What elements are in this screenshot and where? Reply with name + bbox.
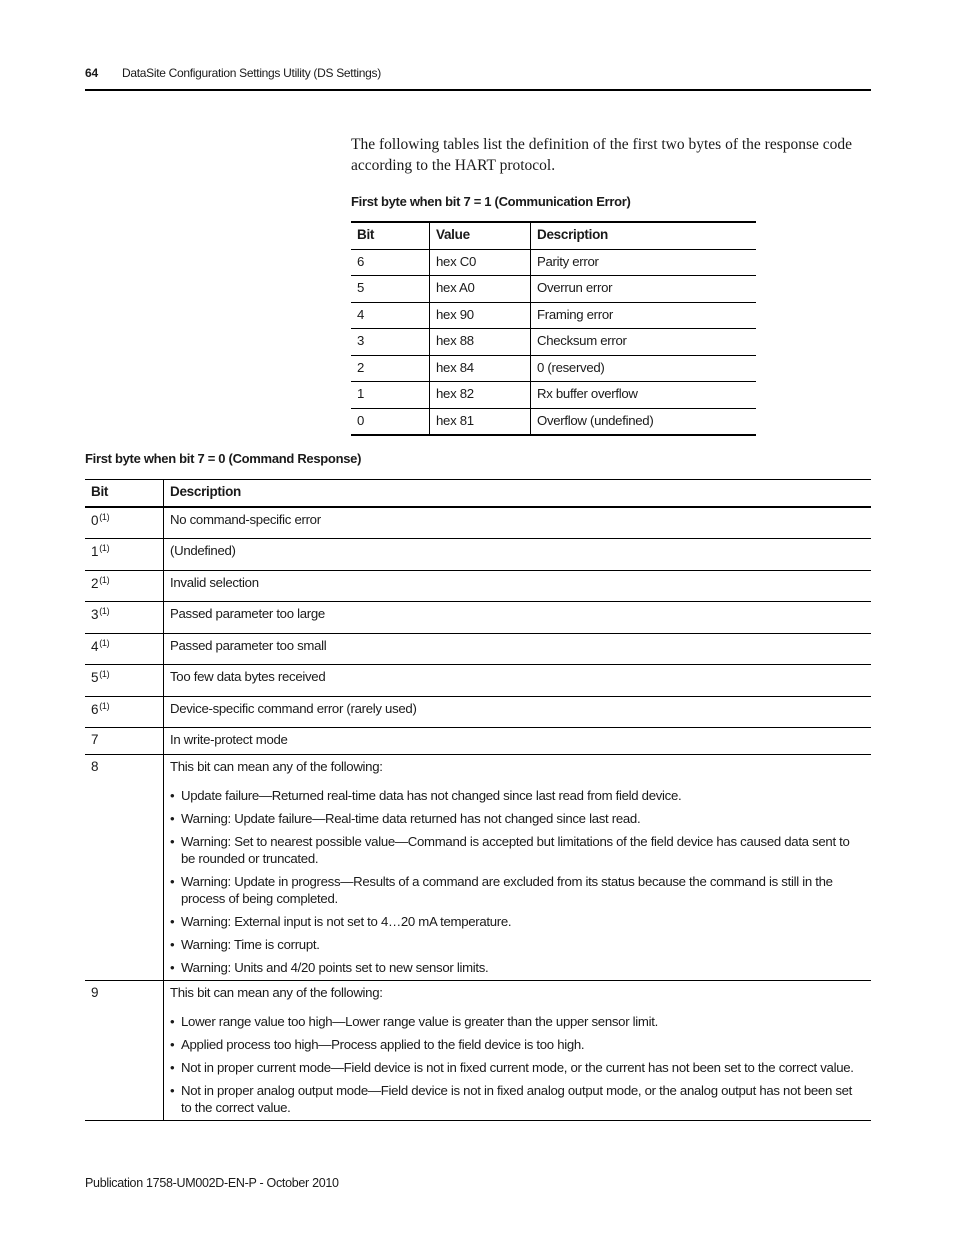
description-cell: Checksum error: [537, 333, 627, 348]
table-row: [351, 302, 756, 329]
bit-cell: 1: [351, 382, 430, 409]
description-cell: 0 (reserved): [537, 359, 605, 375]
list-item: • Not in proper current mode—Field device is not in fixed current mode, or the current has not been set to the correct value.: [170, 1059, 865, 1076]
description-cell: [164, 507, 872, 539]
running-title: DataSite Configuration Settings Utility (DS Settings): [122, 66, 381, 80]
bit-cell: [85, 507, 164, 539]
value-cell: hex 88: [430, 329, 531, 356]
description-text: Device-specific command error (rarely used): [170, 700, 417, 716]
bit-cell: 4: [351, 302, 430, 329]
table-header-row: [85, 480, 871, 507]
bit-cell: [85, 539, 164, 571]
bit-cell: [85, 755, 164, 981]
bullet-list: [170, 1013, 865, 1116]
list-item: • Not in proper analog output mode—Field device is not in fixed analog output mode, or the analog output has not been set to the correct value.: [170, 1082, 865, 1116]
column-header-description: Description: [170, 484, 241, 499]
page-header: [85, 66, 871, 92]
bit-number: 6: [91, 701, 99, 717]
bit-cell: [85, 728, 164, 755]
header-rule: [85, 89, 871, 91]
list-item: • Warning: Units and 4/20 points set to new sensor limits.: [170, 959, 865, 976]
intro-paragraph: The following tables list the definition of the first two bytes of the response code according to the HART protocol.: [351, 136, 853, 174]
footnote-mark: (1): [99, 700, 110, 711]
bit-cell: 3: [351, 329, 430, 356]
list-item: • Applied process too high—Process applied to the field device is too high.: [170, 1036, 865, 1053]
description-cell: [164, 696, 872, 728]
table-row: [85, 755, 871, 981]
table-row: [85, 507, 871, 539]
description-text: No command-specific error: [170, 511, 321, 527]
description-cell: [164, 728, 872, 755]
value-cell: hex A0: [430, 276, 531, 303]
bit-cell: 2: [351, 355, 430, 382]
list-item: • Warning: Time is corrupt.: [170, 936, 865, 953]
footnote-mark: (1): [99, 574, 110, 585]
page-number: 64: [85, 66, 98, 80]
communication-error-table: [351, 221, 756, 436]
value-cell: hex 84: [430, 355, 531, 382]
bit-number: 7: [91, 732, 99, 747]
footnote-mark: (1): [99, 511, 110, 522]
description-cell: [164, 633, 872, 665]
table-row: [85, 602, 871, 634]
bit-number: 5: [91, 670, 99, 685]
bit-number: 0: [91, 512, 99, 528]
value-cell: hex 82: [430, 382, 531, 409]
table-header-row: [351, 222, 756, 249]
description-cell: [164, 570, 872, 602]
table-row: [351, 408, 756, 435]
column-header-bit: Bit: [85, 480, 164, 507]
footnote-mark: (1): [99, 606, 110, 616]
description-text: Too few data bytes received: [170, 669, 326, 684]
table-row: [351, 276, 756, 303]
column-header-bit: Bit: [351, 222, 430, 249]
bit-cell: 0: [351, 408, 430, 435]
bit-number: 1: [91, 544, 99, 559]
bit-number: 2: [91, 575, 99, 591]
bit-cell: [85, 981, 164, 1121]
table-row: [351, 249, 756, 276]
description-cell: Overflow (undefined): [537, 412, 654, 428]
bit-cell: 5: [351, 276, 430, 303]
bit-number: 4: [91, 638, 99, 654]
table-row: [85, 696, 871, 728]
bit-cell: [85, 633, 164, 665]
list-item: • Warning: Set to nearest possible value—Command is accepted but limitations of the field device has caused data sent to be rounded or truncated.: [170, 833, 865, 867]
description-cell: Framing error: [537, 306, 613, 322]
value-cell: hex 90: [430, 302, 531, 329]
table-row: [351, 355, 756, 382]
table2-caption: First byte when bit 7 = 0 (Command Response): [85, 451, 362, 466]
footnote-mark: (1): [99, 543, 110, 553]
description-cell: Rx buffer overflow: [537, 386, 638, 401]
value-cell: hex C0: [430, 249, 531, 276]
description-text: Passed parameter too large: [170, 606, 325, 621]
bit-number: 3: [91, 607, 99, 622]
list-item: • Warning: External input is not set to 4…20 mA temperature.: [170, 913, 865, 930]
command-response-table: [85, 479, 871, 1121]
table-row: [85, 570, 871, 602]
table-row: [351, 329, 756, 356]
footnote-mark: (1): [99, 637, 110, 648]
column-header-description: Description: [537, 227, 608, 242]
bit-cell: [85, 570, 164, 602]
value-cell: hex 81: [430, 408, 531, 435]
description-text: This bit can mean any of the following:: [170, 985, 383, 1000]
list-item: • Warning: Update failure—Real-time data returned has not changed since last read.: [170, 810, 865, 827]
description-cell: [164, 539, 872, 571]
publication-footer: Publication 1758-UM002D-EN-P - October 2010: [85, 1176, 339, 1190]
description-cell: [164, 755, 872, 981]
description-cell: [164, 981, 872, 1121]
table-row: [85, 981, 871, 1121]
description-text: In write-protect mode: [170, 732, 288, 747]
bit-number: 8: [91, 759, 99, 774]
description-text: Invalid selection: [170, 574, 259, 590]
bit-cell: [85, 602, 164, 634]
description-text: Passed parameter too small: [170, 637, 327, 653]
table-row: [85, 728, 871, 755]
table-row: [351, 382, 756, 409]
table-row: [85, 665, 871, 697]
description-cell: Parity error: [537, 253, 599, 269]
footnote-mark: (1): [99, 669, 110, 679]
table-row: [85, 633, 871, 665]
bit-number: 9: [91, 985, 99, 1000]
column-header-value: Value: [430, 222, 531, 249]
description-cell: Overrun error: [537, 280, 613, 295]
bullet-list: [170, 787, 865, 976]
description-cell: [164, 602, 872, 634]
bit-cell: 6: [351, 249, 430, 276]
description-cell: [164, 665, 872, 697]
table1-caption: First byte when bit 7 = 1 (Communication Error): [351, 194, 631, 209]
list-item: • Lower range value too high—Lower range value is greater than the upper sensor limit.: [170, 1013, 865, 1030]
list-item: • Warning: Update in progress—Results of a command are excluded from its status because the command is still in the process of being completed.: [170, 873, 865, 907]
list-item: • Update failure—Returned real-time data has not changed since last read from field device.: [170, 787, 865, 804]
description-text: This bit can mean any of the following:: [170, 759, 383, 774]
table-row: [85, 539, 871, 571]
bit-cell: [85, 665, 164, 697]
bit-cell: [85, 696, 164, 728]
description-text: (Undefined): [170, 543, 236, 558]
